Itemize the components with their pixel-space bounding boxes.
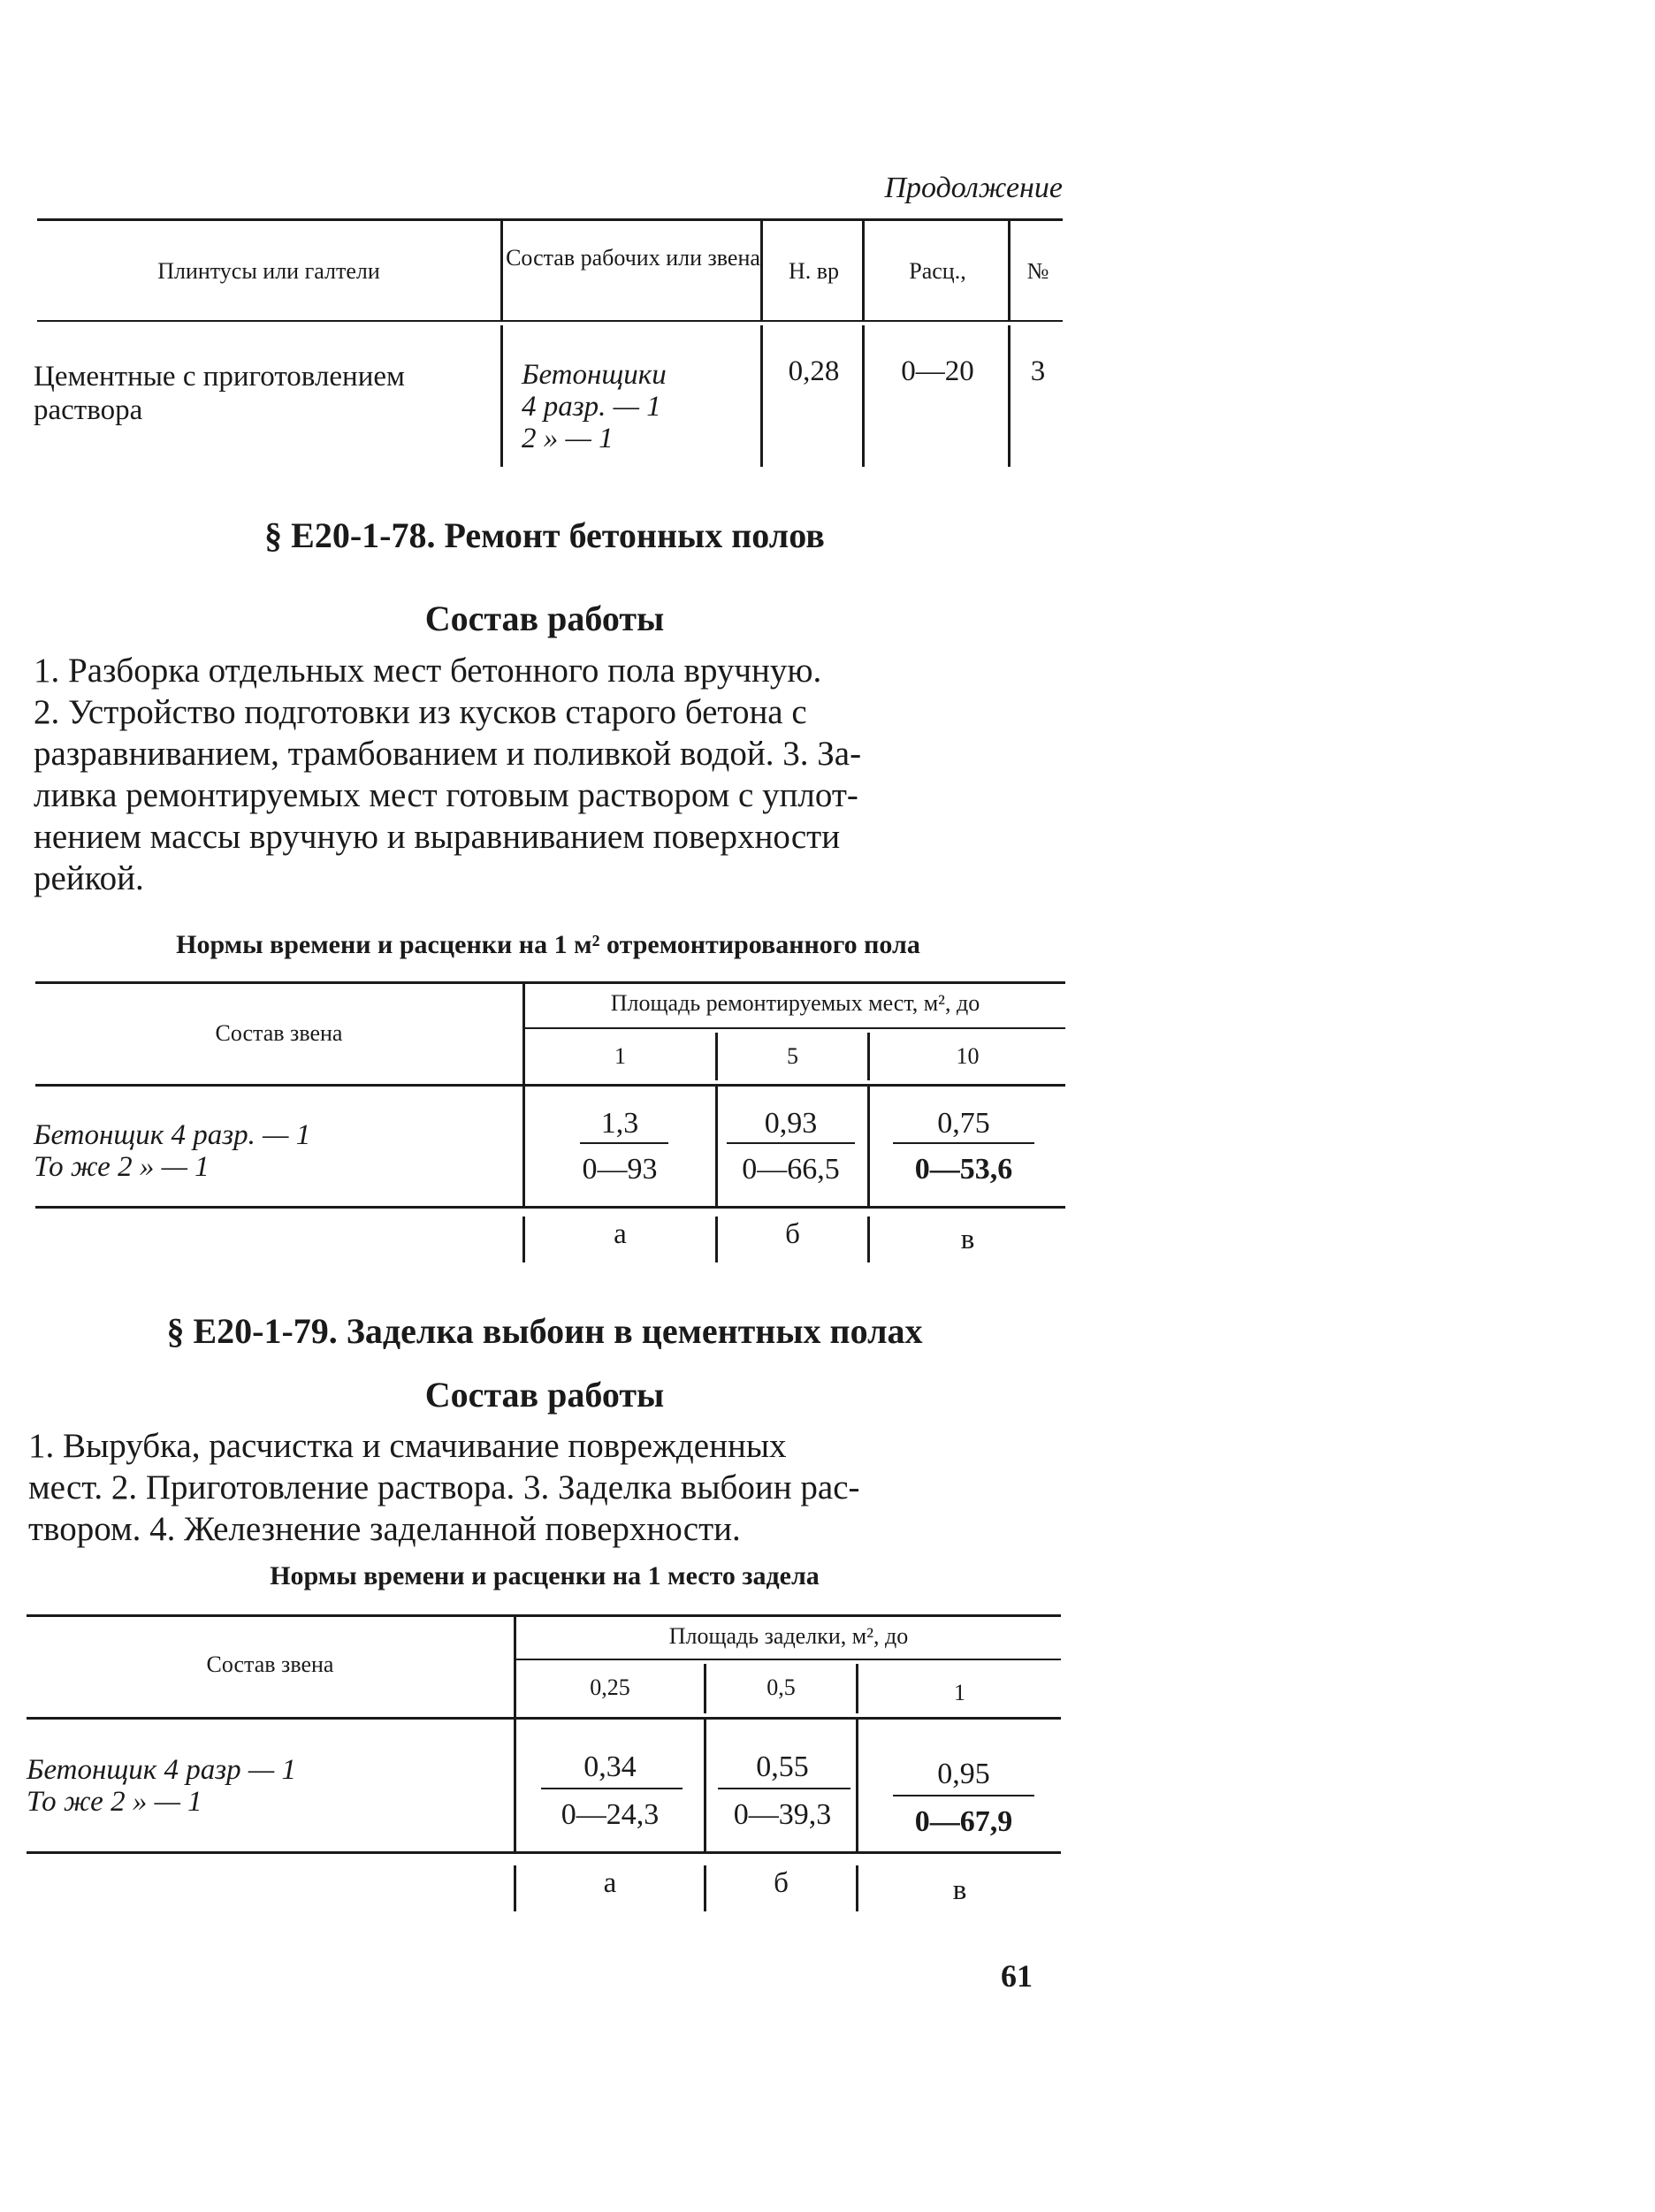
continuation-label: Продолжение xyxy=(884,172,1063,204)
top-table-divider xyxy=(760,221,763,320)
top-table-divider xyxy=(500,221,503,320)
rate-value: 0—93 xyxy=(582,1153,658,1186)
section2-line: твором. 4. Железнение заделанной поверхности. xyxy=(28,1510,741,1548)
section1-table-caption: Нормы времени и расценки на 1 м² отремонтированного пола xyxy=(176,930,920,959)
top-table-divider xyxy=(1008,221,1011,320)
row-crew-line3: 2 » — 1 xyxy=(522,423,614,454)
rule xyxy=(27,1851,1061,1854)
divider xyxy=(522,1087,525,1206)
divider xyxy=(867,1087,870,1206)
norm-value: 0,55 xyxy=(756,1751,809,1783)
section2-title: § Е20-1-79. Заделка выбоин в цементных полах xyxy=(166,1311,923,1351)
group-header: Площадь заделки, м², до xyxy=(668,1623,909,1649)
rule xyxy=(35,981,1065,984)
divider xyxy=(514,1720,516,1851)
row-name-line2: раствора xyxy=(34,394,143,426)
row-name-line1: Цементные с приготовлением xyxy=(34,361,405,393)
crew-header: Состав звена xyxy=(215,1020,343,1046)
column-letter: б xyxy=(774,1867,789,1899)
row-rate: 0—20 xyxy=(901,355,974,387)
header-norm: Н. вр xyxy=(788,258,840,284)
group-header: Площадь ремонтируемых мест, м², до xyxy=(610,990,980,1016)
rate-value: 0—39,3 xyxy=(733,1798,832,1831)
fraction-bar xyxy=(893,1142,1034,1144)
section2-line: 1. Вырубка, расчистка и смачивание поврежденных xyxy=(28,1427,787,1465)
crew-header: Состав звена xyxy=(206,1651,334,1677)
fraction-bar xyxy=(541,1788,683,1789)
top-table-divider xyxy=(862,325,865,467)
crew-line1: Бетонщик 4 разр — 1 xyxy=(27,1754,296,1786)
norm-value: 0,95 xyxy=(937,1758,990,1790)
column-header: 0,5 xyxy=(766,1674,796,1700)
section2-subtitle: Состав работы xyxy=(424,1375,665,1415)
column-letter: в xyxy=(960,1224,975,1255)
column-header: 1 xyxy=(614,1043,626,1069)
header-plinths: Плинтусы или галтели xyxy=(157,258,380,284)
page-number: 61 xyxy=(1001,1958,1033,1994)
section1-line: нением массы вручную и выравниванием поверхности xyxy=(34,818,841,856)
section1-line: рейкой. xyxy=(34,859,144,897)
section1-body xyxy=(34,650,1063,899)
top-table-divider xyxy=(1008,325,1011,467)
rate-value: 0—53,6 xyxy=(914,1153,1013,1186)
fraction-bar xyxy=(580,1142,668,1144)
norm-value: 0,34 xyxy=(583,1751,637,1783)
crew-line2: То же 2 » — 1 xyxy=(34,1151,210,1183)
section1-line: ливка ремонтируемых мест готовым раствором с уплот- xyxy=(34,776,858,814)
rate-value: 0—67,9 xyxy=(914,1805,1013,1838)
section1-subtitle: Состав работы xyxy=(424,599,665,638)
column-letter: а xyxy=(614,1218,627,1250)
column-letter: в xyxy=(952,1874,967,1906)
rate-value: 0—66,5 xyxy=(742,1153,840,1186)
row-crew-line1: Бетонщики xyxy=(522,359,667,391)
top-table-rule-top xyxy=(37,218,1063,221)
column-header: 5 xyxy=(787,1043,798,1069)
top-table-divider xyxy=(862,221,865,320)
divider xyxy=(704,1720,706,1851)
rule xyxy=(516,1659,1061,1660)
section2-body xyxy=(28,1425,1063,1550)
header-rate: Расц., xyxy=(909,258,966,284)
rule xyxy=(525,1027,1065,1029)
rule xyxy=(35,1206,1065,1209)
fraction-bar xyxy=(718,1788,850,1789)
section2-table-caption: Нормы времени и расценки на 1 место задела xyxy=(270,1561,820,1590)
divider xyxy=(715,1087,718,1206)
rate-value: 0—24,3 xyxy=(561,1798,660,1831)
section2-line: мест. 2. Приготовление раствора. 3. Заделка выбоин рас- xyxy=(28,1468,860,1506)
header-crew: Состав рабочих или звена xyxy=(506,245,760,271)
norm-value: 0,75 xyxy=(937,1107,990,1140)
section1-line: 2. Устройство подготовки из кусков старого бетона с xyxy=(34,693,807,731)
section1-line: разравниванием, трамбованием и поливкой водой. 3. За- xyxy=(34,735,862,773)
column-header: 1 xyxy=(954,1680,965,1705)
section1-title: § Е20-1-78. Ремонт бетонных полов xyxy=(264,515,825,555)
section1-line: 1. Разборка отдельных мест бетонного пола вручную. xyxy=(34,652,822,690)
top-table-rule-header xyxy=(37,320,1063,322)
fraction-bar xyxy=(727,1142,855,1144)
column-letter: а xyxy=(603,1867,617,1899)
row-norm: 0,28 xyxy=(788,355,840,387)
crew-line1: Бетонщик 4 разр. — 1 xyxy=(34,1119,311,1151)
top-table-divider xyxy=(500,325,503,467)
column-header: 0,25 xyxy=(590,1674,630,1700)
header-number: № xyxy=(1026,258,1049,284)
top-table-divider xyxy=(760,325,763,467)
fraction-bar xyxy=(893,1795,1034,1796)
column-header: 10 xyxy=(956,1043,980,1069)
row-number: 3 xyxy=(1030,355,1046,387)
column-letter: б xyxy=(785,1218,800,1250)
rule xyxy=(27,1614,1061,1617)
norm-value: 0,93 xyxy=(764,1107,818,1140)
crew-line2: То же 2 » — 1 xyxy=(27,1786,202,1818)
rule xyxy=(27,1717,1061,1720)
norm-value: 1,3 xyxy=(600,1107,639,1140)
divider xyxy=(856,1720,858,1851)
rule xyxy=(35,1084,1065,1087)
row-crew-line2: 4 разр. — 1 xyxy=(522,391,661,423)
